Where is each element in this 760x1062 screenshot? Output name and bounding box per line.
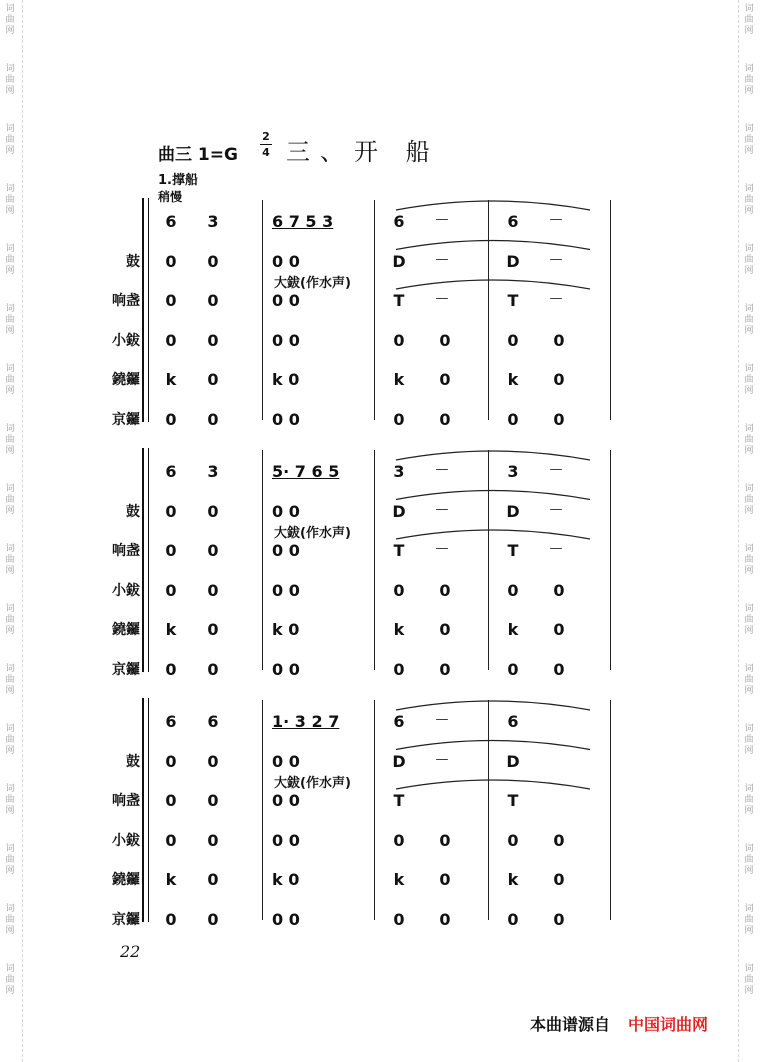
note-cell: T [393, 541, 405, 560]
watermark-text: 词曲网 [5, 64, 15, 96]
note-cell: 0 [207, 330, 219, 350]
note-cell: 0 [207, 541, 219, 560]
note-cell: 6 [393, 712, 405, 731]
note-cell: 0 [507, 409, 519, 429]
instrument-label: 鐃鑼 [112, 622, 140, 638]
note-cell: 0 [553, 830, 565, 850]
watermark-text: 词曲网 [5, 724, 15, 756]
sustain-dash: — [549, 541, 563, 556]
note-cell: 0 [553, 330, 565, 350]
note-cell: k 0 [272, 370, 300, 389]
note-cell: 0 [393, 580, 405, 600]
note-cell: 0 [507, 830, 519, 850]
note-cell: D [506, 501, 520, 521]
watermark-text: 词曲网 [744, 124, 754, 156]
sustain-dash: — [549, 251, 563, 267]
note-cell: 0 [207, 791, 219, 810]
note-cell: 0 [553, 409, 565, 429]
note-cell: 0 [207, 909, 219, 929]
note-cell: 0 [165, 541, 177, 560]
note-cell: 0 [507, 909, 519, 929]
note-cell: 0 0 [272, 251, 300, 271]
note-cell: k [165, 370, 177, 389]
note-cell: D [392, 251, 406, 271]
watermark-text: 词曲网 [5, 904, 15, 936]
sustain-dash: — [435, 751, 449, 767]
sustain-dash: — [549, 462, 563, 477]
tie-arc [396, 701, 590, 710]
note-cell: 0 [165, 501, 177, 521]
note-cell: 0 0 [272, 791, 300, 810]
note-cell: 0 [165, 580, 177, 600]
note-cell: T [507, 291, 519, 310]
instrument-label: 响盏 [112, 793, 140, 809]
note-cell: 0 0 [272, 659, 300, 679]
note-cell: 3 [207, 462, 219, 481]
note-cell: 6 [165, 212, 177, 231]
source-footer [530, 1012, 708, 1035]
performance-annotation: 大鈸(作水声) [274, 525, 351, 541]
note-cell: 0 [439, 620, 451, 639]
note-cell: 3 [393, 462, 405, 481]
watermark-text: 词曲网 [744, 964, 754, 996]
note-cell: 0 [393, 330, 405, 350]
note-cell: 0 [207, 291, 219, 310]
watermark-text: 词曲网 [5, 964, 15, 996]
note-cell: 0 0 [272, 751, 300, 771]
note-cell: 6 [507, 712, 519, 731]
sustain-dash: — [549, 291, 563, 306]
note-cell: 0 0 [272, 909, 300, 929]
note-cell: D [506, 251, 520, 271]
note-cell: 0 0 [272, 830, 300, 850]
note-cell: 6 [165, 712, 177, 731]
note-cell: 0 [393, 659, 405, 679]
instrument-label: 鐃鑼 [112, 872, 140, 888]
note-cell: 0 [165, 830, 177, 850]
piece-title: 三、开 船 [286, 138, 440, 166]
watermark-text: 词曲网 [744, 604, 754, 636]
tie-arc [396, 780, 590, 789]
note-cell: k [393, 870, 405, 889]
tempo-mark: 稍慢 [158, 190, 183, 204]
note-cell: 0 [553, 370, 565, 389]
watermark-text: 词曲网 [744, 304, 754, 336]
note-cell: 0 [207, 501, 219, 521]
watermark-text: 词曲网 [744, 244, 754, 276]
note-cell: 3 [207, 212, 219, 231]
sustain-dash: — [435, 251, 449, 267]
note-cell: D [392, 751, 406, 771]
instrument-label: 响盏 [112, 543, 140, 559]
note-cell: 0 [165, 330, 177, 350]
note-cell: 0 [207, 580, 219, 600]
meter-bottom: 4 [262, 146, 270, 159]
note-cell: 0 [165, 751, 177, 771]
watermark-text: 词曲网 [5, 364, 15, 396]
watermark-text: 词曲网 [744, 64, 754, 96]
watermark-text: 词曲网 [5, 424, 15, 456]
watermark-text: 词曲网 [5, 484, 15, 516]
note-cell: 0 0 [272, 501, 300, 521]
note-cell: k 0 [272, 870, 300, 889]
watermark-text: 词曲网 [5, 844, 15, 876]
source-text: 本曲谱源自 [530, 1015, 611, 1034]
note-cell: 6 [507, 212, 519, 231]
note-cell: k [507, 870, 519, 889]
note-cell: 0 [439, 330, 451, 350]
note-cell: 0 [439, 909, 451, 929]
tie-arc [396, 491, 590, 500]
note-cell: T [507, 791, 519, 810]
note-cell: 0 [507, 330, 519, 350]
note-cell: k [393, 370, 405, 389]
note-cell: 0 0 [272, 291, 300, 310]
tie-arc [396, 280, 590, 289]
sustain-dash: — [549, 501, 563, 517]
note-cell: 0 0 [272, 409, 300, 429]
note-cell: k [507, 370, 519, 389]
sustain-dash: — [435, 712, 449, 727]
note-cell: 5· 7 6 5 [272, 462, 340, 481]
note-cell: 0 [507, 580, 519, 600]
note-cell: 0 [553, 659, 565, 679]
watermark-text: 词曲网 [5, 4, 15, 36]
instrument-label: 小鈸 [112, 582, 140, 599]
note-cell: 0 [393, 409, 405, 429]
note-cell: 1· 3 2 7 [272, 712, 340, 731]
instrument-label: 小鈸 [112, 832, 140, 849]
watermark-text: 词曲网 [744, 544, 754, 576]
watermark-text: 词曲网 [5, 124, 15, 156]
note-cell: 6 [393, 212, 405, 231]
note-cell: 0 [207, 251, 219, 271]
instrument-label: 响盏 [112, 293, 140, 309]
tie-arc [396, 201, 590, 210]
watermark-text: 词曲网 [744, 784, 754, 816]
watermark-text: 词曲网 [744, 664, 754, 696]
note-cell: 0 [439, 580, 451, 600]
note-cell: 0 [507, 659, 519, 679]
sustain-dash: — [549, 212, 563, 227]
watermark-text: 词曲网 [744, 364, 754, 396]
note-cell: k [393, 620, 405, 639]
note-cell: T [507, 541, 519, 560]
watermark-text: 词曲网 [744, 844, 754, 876]
note-cell: 0 [165, 791, 177, 810]
section-label: 1.撑船 [158, 173, 198, 188]
note-cell: 0 [165, 291, 177, 310]
tie-arc [396, 741, 590, 750]
note-cell: k [165, 870, 177, 889]
note-cell: k [507, 620, 519, 639]
note-cell: 6 [207, 712, 219, 731]
instrument-label: 鼓 [126, 503, 140, 520]
tie-arc [396, 241, 590, 250]
note-cell: 0 0 [272, 541, 300, 560]
note-cell: 0 [165, 909, 177, 929]
note-cell: 6 [165, 462, 177, 481]
note-cell: 0 [439, 409, 451, 429]
note-cell: D [392, 501, 406, 521]
note-cell: 0 [439, 830, 451, 850]
brand-link[interactable]: 中国词曲网 [628, 1015, 709, 1034]
watermark-text: 词曲网 [744, 184, 754, 216]
sustain-dash: — [435, 462, 449, 477]
note-cell: 0 [207, 751, 219, 771]
note-cell: 6 7 5 3 [272, 212, 334, 231]
instrument-label: 小鈸 [112, 332, 140, 349]
note-cell: 0 [207, 370, 219, 389]
note-cell: 0 [165, 409, 177, 429]
instrument-label: 鐃鑼 [112, 372, 140, 388]
note-cell: 0 [439, 870, 451, 889]
note-cell: T [393, 791, 405, 810]
note-cell: 0 [553, 870, 565, 889]
watermark-text: 词曲网 [5, 544, 15, 576]
note-cell: 0 [207, 620, 219, 639]
watermark-text: 词曲网 [744, 424, 754, 456]
sustain-dash: — [435, 501, 449, 517]
note-cell: 0 [393, 909, 405, 929]
watermark-text: 词曲网 [744, 484, 754, 516]
instrument-label: 鼓 [126, 753, 140, 770]
performance-annotation: 大鈸(作水声) [274, 275, 351, 291]
note-cell: k [165, 620, 177, 639]
note-cell: 0 [553, 909, 565, 929]
note-cell: 0 [553, 580, 565, 600]
tie-arc [396, 451, 590, 460]
page-number: 22 [120, 942, 141, 961]
sustain-dash: — [435, 291, 449, 306]
note-cell: 0 [207, 409, 219, 429]
sustain-dash: — [435, 212, 449, 227]
sustain-dash: — [435, 541, 449, 556]
watermark-text: 词曲网 [744, 724, 754, 756]
instrument-label: 京鑼 [112, 911, 140, 928]
note-cell: 0 0 [272, 580, 300, 600]
meter-top: 2 [262, 130, 270, 143]
note-cell: 0 [165, 659, 177, 679]
watermark-text: 词曲网 [5, 244, 15, 276]
instrument-label: 鼓 [126, 253, 140, 270]
note-cell: k 0 [272, 620, 300, 639]
instrument-label: 京鑼 [112, 661, 140, 678]
note-cell: 0 [439, 370, 451, 389]
watermark-text: 词曲网 [744, 904, 754, 936]
note-cell: 0 [207, 659, 219, 679]
note-cell: 0 [553, 620, 565, 639]
watermark-text: 词曲网 [5, 604, 15, 636]
watermark-text: 词曲网 [5, 304, 15, 336]
watermark-text: 词曲网 [5, 664, 15, 696]
note-cell: 0 [165, 251, 177, 271]
tie-arc [396, 530, 590, 539]
note-cell: 0 [439, 659, 451, 679]
instrument-label: 京鑼 [112, 411, 140, 428]
watermark-text: 词曲网 [744, 4, 754, 36]
performance-annotation: 大鈸(作水声) [274, 775, 351, 791]
watermark-text: 词曲网 [5, 184, 15, 216]
watermark-text: 词曲网 [5, 784, 15, 816]
note-cell: 0 [207, 870, 219, 889]
note-cell: 3 [507, 462, 519, 481]
note-cell: 0 [207, 830, 219, 850]
key-signature: 曲三 1=G [158, 145, 238, 165]
note-cell: T [393, 291, 405, 310]
note-cell: 0 [393, 830, 405, 850]
note-cell: 0 0 [272, 330, 300, 350]
note-cell: D [506, 751, 520, 771]
